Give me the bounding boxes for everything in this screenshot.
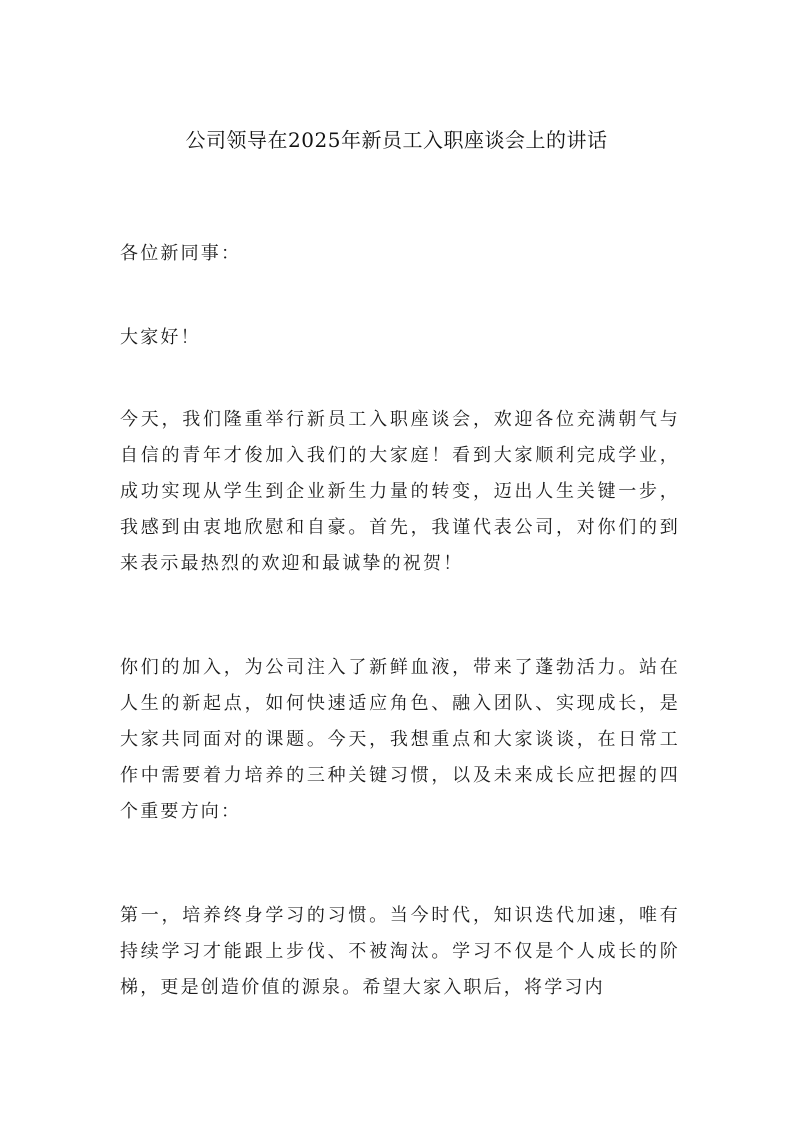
body-paragraph-learning: 第一，培养终身学习的习惯。当今时代，知识迭代加速，唯有持续学习才能跟上步伐、不被淘汰。学习不仅是个人成长的阶梯，更是创造价值的源泉。希望大家入职后，将学习内 (120, 905, 680, 998)
salutation: 各位新同事： (120, 243, 242, 264)
body-paragraph-welcome: 今天，我们隆重举行新员工入职座谈会，欢迎各位充满朝气与自信的青年才俊加入我们的大家庭！看到大家顺利完成学业，成功实现从学生到企业新生力量的转变，迈出人生关键一步，我感到由衷地欣慰和自豪。首先，我谨代表公司，对你们的到来表示最热烈的欢迎和最诚挚的祝贺！ (120, 409, 680, 574)
document-title: 公司领导在2025年新员工入职座谈会上的讲话 (185, 128, 608, 152)
greeting: 大家好！ (120, 327, 201, 348)
body-paragraph-topics: 你们的加入，为公司注入了新鲜血液，带来了蓬勃活力。站在人生的新起点，如何快速适应角色、融入团队、实现成长，是大家共同面对的课题。今天，我想重点和大家谈谈，在日常工作中需要着力培养的三种关键习惯，以及未来成长应把握的四个重要方向： (120, 657, 680, 822)
